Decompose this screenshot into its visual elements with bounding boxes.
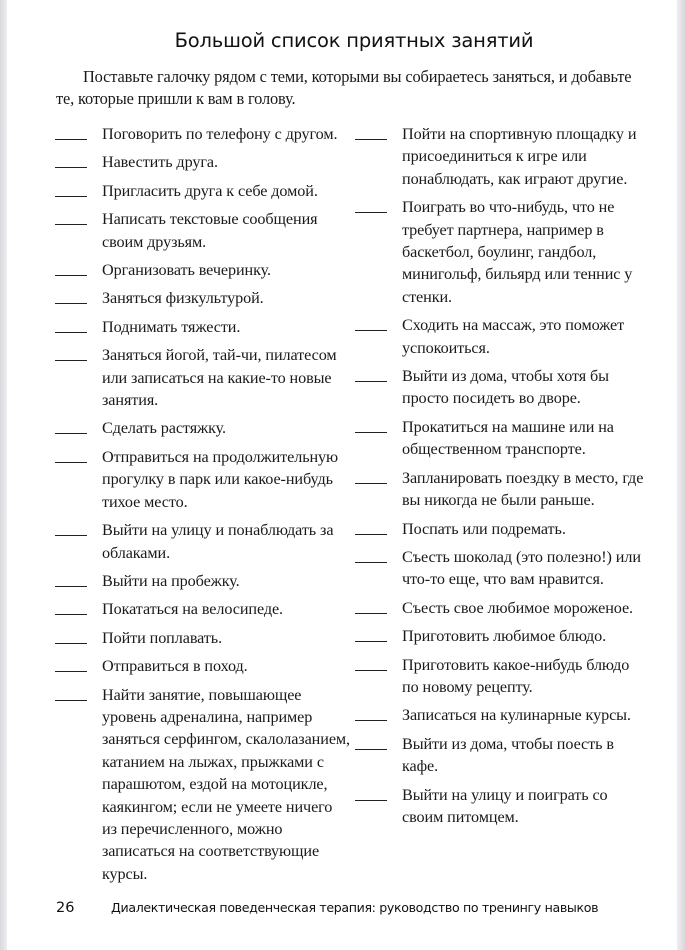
activity-list-item	[55, 417, 350, 439]
activity-list-item	[355, 518, 645, 540]
checkbox-blank-line[interactable]	[55, 182, 87, 197]
activity-list-item	[355, 733, 645, 778]
activity-list-item	[355, 365, 645, 410]
activity-list-item	[55, 316, 350, 338]
checkbox-blank-line[interactable]	[55, 289, 87, 304]
activity-list-item	[55, 627, 350, 649]
activity-text: Прокатиться на машине или на общественном транспорте.	[402, 417, 614, 459]
activity-list-item	[355, 597, 645, 619]
activity-text: Выйти на улицу и поиграть со своим питомцем.	[402, 785, 608, 826]
activity-text: Выйти на пробежку.	[102, 571, 240, 590]
activity-text: Приготовить любимое блюдо.	[402, 627, 607, 646]
checkbox-blank-line[interactable]	[55, 657, 87, 672]
activity-text: Покататься на велосипеде.	[102, 600, 283, 619]
activity-list-item	[355, 654, 645, 699]
activity-text: Поспать или подремать.	[402, 519, 566, 538]
checkbox-blank-line[interactable]	[55, 261, 87, 276]
activity-list-item	[55, 287, 350, 309]
checkbox-blank-line[interactable]	[355, 469, 387, 484]
activity-text: Пойти поплавать.	[102, 628, 223, 647]
activity-text: Сделать растяжку.	[102, 419, 226, 438]
page-footer	[56, 900, 598, 916]
activity-text: Отправиться в поход.	[102, 657, 248, 676]
activity-text: Поговорить по телефону с другом.	[102, 125, 338, 143]
activity-text: Заняться физкультурой.	[102, 289, 264, 308]
activity-text: Приготовить какое-нибудь блюдо по новому рецепту.	[402, 655, 630, 696]
page-number: 26	[56, 900, 75, 916]
checkbox-blank-line[interactable]	[355, 418, 387, 433]
activity-text: Выйти из дома, чтобы хотя бы просто посидеть во дворе.	[402, 367, 609, 408]
checkbox-blank-line[interactable]	[355, 548, 387, 563]
checkbox-blank-line[interactable]	[55, 318, 87, 333]
activity-text: Найти занятие, повышающее уровень адреналина, например заняться серфингом, скалолазанием, катанием на лыжах, прыжками с парашютом, ездой на мотоцикле, каякингом; если не умеете ничего из перечисленного, можно записаться на соответствующие курсы.	[102, 685, 350, 883]
activity-text: Поиграть во что-нибудь, что не требует партнера, например в баскетбол, боулинг, гандбол, минигольф, бильярд или теннис у стенки.	[402, 198, 633, 306]
activity-text: Записаться на кулинарные курсы.	[402, 706, 631, 725]
activity-text: Запланировать поездку в место, где вы никогда не были раньше.	[402, 468, 644, 510]
checkbox-blank-line[interactable]	[355, 599, 387, 614]
checkbox-blank-line[interactable]	[355, 735, 387, 750]
activity-list-item	[355, 196, 645, 308]
activity-list-item	[55, 655, 350, 677]
checkbox-blank-line[interactable]	[55, 572, 87, 587]
activity-text: Организовать вечеринку.	[102, 261, 271, 280]
checkbox-blank-line[interactable]	[355, 367, 387, 382]
activity-list-item	[55, 344, 350, 411]
activity-list-item	[55, 208, 350, 253]
checkbox-blank-line[interactable]	[55, 448, 87, 463]
activity-text: Заняться йогой, тай-чи, пилатесом или записаться на какие-то новые занятия.	[102, 346, 337, 410]
activity-list-item	[55, 570, 350, 592]
activity-text: Выйти на улицу и понаблюдать за облаками.	[102, 521, 334, 562]
checkbox-blank-line[interactable]	[355, 520, 387, 535]
activity-text: Пойти на спортивную площадку и присоединиться к игре или понаблюдать, как играют другие.	[402, 125, 637, 188]
activity-list-item	[355, 704, 645, 726]
activity-list-item	[55, 519, 350, 564]
activity-list-item	[355, 546, 645, 591]
checkbox-blank-line[interactable]	[55, 419, 87, 434]
activity-list-item	[55, 598, 350, 620]
activity-text: Сходить на массаж, это поможет успокоиться.	[402, 316, 625, 357]
activity-list-item	[55, 259, 350, 281]
checkbox-blank-line[interactable]	[355, 627, 387, 642]
page-edge-left	[0, 0, 7, 950]
checkbox-blank-line[interactable]	[55, 210, 87, 225]
checkbox-blank-line[interactable]	[355, 786, 387, 801]
activity-list-item	[355, 467, 645, 512]
checkbox-blank-line[interactable]	[355, 198, 387, 213]
activity-list-item	[355, 123, 645, 190]
page-edge-right	[677, 0, 685, 950]
activity-list-item	[355, 314, 645, 359]
checkbox-blank-line[interactable]	[55, 521, 87, 536]
checkbox-blank-line[interactable]	[55, 629, 87, 644]
checkbox-blank-line[interactable]	[55, 153, 87, 168]
activity-list-item	[355, 625, 645, 647]
checkbox-blank-line[interactable]	[355, 316, 387, 331]
instruction-paragraph: Поставьте галочку рядом с теми, которыми вы собираетесь заняться, и добавьте те, которые пришли к вам в голову.	[56, 67, 632, 108]
activity-list-item	[355, 784, 645, 829]
activity-list-item	[55, 684, 350, 886]
checkbox-blank-line[interactable]	[355, 656, 387, 671]
checkbox-blank-line[interactable]	[55, 346, 87, 361]
checkbox-blank-line[interactable]	[55, 600, 87, 615]
book-page	[7, 0, 677, 950]
page-title: Большой список приятных занятий	[174, 29, 534, 52]
activity-text: Выйти из дома, чтобы поесть в кафе.	[402, 734, 614, 776]
activity-text: Отправиться на продолжительную прогулку в парк или какое-нибудь тихое место.	[102, 447, 339, 511]
checkbox-blank-line[interactable]	[355, 706, 387, 721]
activity-list-item	[55, 123, 350, 145]
activity-list-right	[355, 123, 645, 834]
checkbox-blank-line[interactable]	[55, 686, 87, 701]
checkbox-blank-line[interactable]	[55, 125, 87, 140]
running-book-title: Диалектическая поведенческая терапия: руководство по тренингу навыков	[111, 900, 599, 915]
activity-text: Съесть свое любимое мороженое.	[402, 598, 633, 617]
activity-list-item	[55, 446, 350, 513]
activity-text: Пригласить друга к себе домой.	[102, 181, 318, 200]
activity-list-item	[55, 180, 350, 202]
activity-list-left	[55, 123, 350, 891]
activity-list-item	[55, 151, 350, 173]
activity-text: Поднимать тяжести.	[102, 317, 241, 336]
checkbox-blank-line[interactable]	[355, 125, 387, 140]
activity-text: Съесть шоколад (это полезно!) или что-то еще, что вам нравится.	[402, 547, 641, 589]
activity-text: Навестить друга.	[102, 153, 218, 172]
activity-text: Написать текстовые сообщения своим друзьям.	[102, 210, 318, 251]
activity-list-item	[355, 416, 645, 461]
